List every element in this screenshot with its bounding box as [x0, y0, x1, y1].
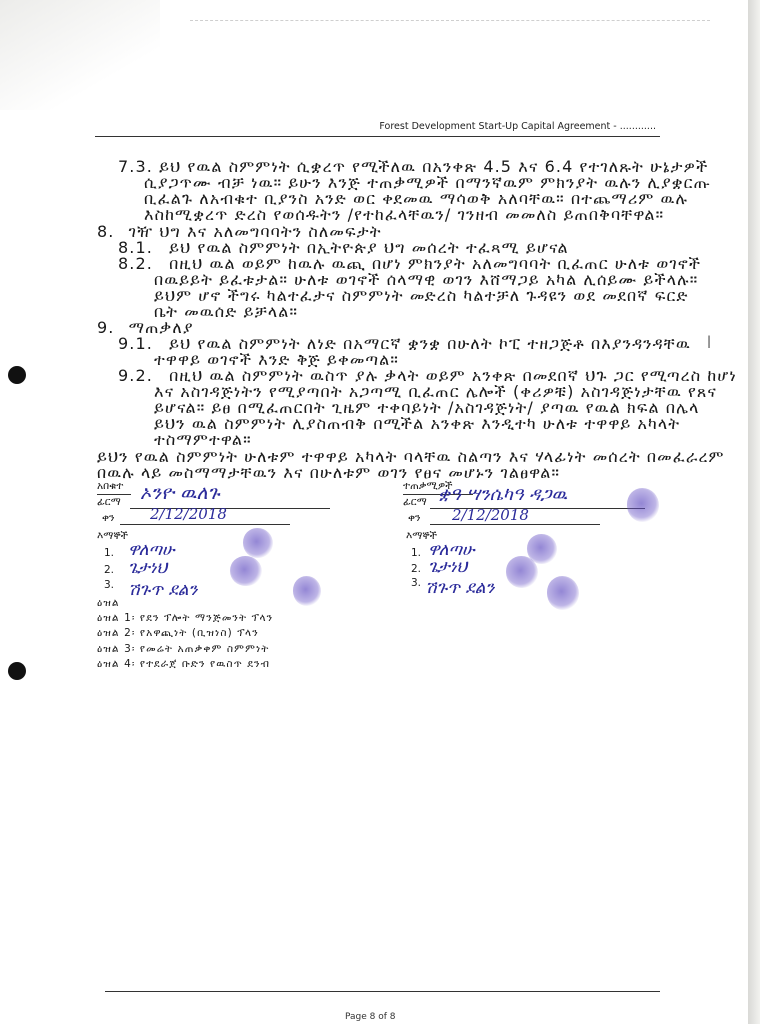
thumbprint-left-3 [293, 576, 321, 606]
left-witness-2-name: ጌታነህ [128, 558, 168, 578]
clause-text: ይህ የዉል ስምምነት በኢትዮጵያ ህግ መሰረት ተፈጻሚ ይሆናል [169, 238, 569, 257]
clause-text: ይህ የዉል ስምምነት ለነድ በአማርኛ ቋንቋ በሁለት ኮፒ ተዘጋጅቶ በእያንዳንዳቸዉ [169, 334, 691, 353]
right-witness-3-number: 3. [411, 577, 422, 589]
left-witness-3-number: 3. [104, 579, 115, 591]
clause-text: በዚህ ዉል ወይም ከዉሉ ዉጪ በሆነ ምክንያት አለመግባባት ቢፈጠር ሁለቱ ወገኖች [169, 254, 702, 273]
footer-rule [105, 991, 660, 992]
clause-8-2-line-4: ቤት መዉሰድ ይቻላል። [154, 302, 299, 321]
clause-number: 8.2. [118, 254, 153, 273]
left-witness-1-name: ዋለጣሁ [128, 540, 175, 560]
clause-9-1-line-2: ተዋዋይ ወገኖች እንድ ቅጅ ይቀመጣል። [154, 350, 399, 369]
right-signature-label: ፊርማ [403, 496, 427, 508]
left-witness-2-number: 2. [104, 564, 115, 576]
punch-hole-lower [8, 662, 26, 680]
punch-hole-upper [8, 366, 26, 384]
clause-number: 9.1. [118, 334, 153, 353]
clause-9-2-line-4: ይህን ዉል ስምምነት ሊያስጠብቅ በሚችል አንቀጽ እንዲተካ ሁለቱ ተዋዋይ አካላት [154, 414, 681, 433]
thumbprint-right-3 [506, 556, 538, 588]
left-witness-1-number: 1. [104, 547, 115, 559]
right-date-line [430, 524, 600, 525]
right-witnesses-label: እማኞች [406, 530, 438, 542]
clause-8-2-line-2: በዉይይት ይፈቱታል። ሁለቱ ወገኖች ሰላማዊ ወገን እሸማጋይ አካል ሊሰይሙ ይችላሉ። [154, 270, 699, 289]
clause-7-3-number: 7.3. [118, 157, 153, 176]
closing-line-2: በዉሉ ላይ መስማማታቸዉን እና በሁለቱም ወገን የፀና መሆኑን ገልፀዋል። [97, 463, 561, 482]
clause-9-2-line-2: እና አስገዳጅነትን የሚያጣበት አጋጣሚ ቢፈጠር ሌሎች (ቀሪዎቹ) አስገዳጅነታቸዉ የጸና [154, 382, 717, 401]
left-date: 2/12/2018 [150, 505, 227, 523]
left-signature-label: ፊርማ [97, 496, 121, 508]
scan-edge-line [190, 20, 710, 21]
header-blank: ............ [619, 121, 656, 132]
right-witness-1-name: ዋለጣሁ [428, 540, 475, 560]
thumbprint-right-1 [627, 488, 659, 522]
right-signature: ቋዓ ሣንሴካዓ ዳጋዉ [438, 484, 568, 505]
clause-number: 8.1. [118, 238, 153, 257]
left-party-label: አበቁተ [97, 480, 124, 492]
clause-text: ይህ የዉል ስምምነት ሲቋረጥ የሚችለዉ በአንቀጽ 4.5 እና 6.4 የተገለጹት ሁኔታዎች [159, 157, 709, 176]
page-number: Page 8 of 8 [345, 1012, 396, 1022]
left-signature: ኦንዮ ዉለጉ [140, 482, 220, 504]
left-witness-3-name: ሽጉጥ ደልን [128, 580, 198, 600]
section-title: ማጠቃለያ [128, 318, 194, 337]
clause-9-2-line-5: ተስማምተዋል። [154, 430, 252, 449]
closing-line-1: ይህን የዉል ስምምነት ሁለቱም ተዋዋይ አካላት ባላቸዉ ስልጣን እና ሃላፊነት መሰረት በመፈራረም [97, 447, 725, 466]
thumbprint-left-2 [230, 556, 262, 586]
left-party-underline [97, 494, 131, 495]
annex-item-2: ዕዝል 2፡ የአዋጪነት (ቢዝነስ) ፕላን [97, 627, 259, 639]
thumbprint-left-1 [243, 528, 273, 558]
clause-7-3-line-2: ሲያጋጥሙ ብቻ ነዉ። ይሁን እንጅ ተጠቃሚዎች በማንኛዉም ምክንያት ዉሉን ሊያቋርጡ [144, 173, 711, 192]
section-number: 9. [97, 318, 115, 337]
annex-item-1: ዕዝል 1፡ የደን ፕሎት ማንጅመንት ፕላን [97, 612, 274, 624]
margin-mark: | [707, 334, 712, 348]
annex-item-4: ዕዝል 4፡ የተደራጀ ቡድን የዉስጥ ደንብ [97, 658, 271, 670]
clause-7-3-line-3: ቢፈልጉ ለአብቁተ ቢያንስ አንድ ወር ቀደመዉ ማሳወቅ አለባቸዉ። በተጨማሪም ዉሉ [144, 189, 689, 208]
right-witness-2-name: ጌታነህ [428, 557, 468, 577]
header-rule [95, 136, 660, 137]
left-date-label: ቀን [102, 512, 115, 524]
left-date-line [120, 524, 290, 525]
clause-8-2-line-3: ይህም ሆኖ ችግሩ ካልተፈታና ስምምነት መድረስ ካልተቻለ ጉዳዩን ወደ መደበኛ ፍርድ [154, 286, 689, 305]
clause-7-3-line-4: እስከሚቋረጥ ድረስ የወሰዱትን /የተከፈላቸዉን/ ገንዘብ መመለስ ይጠበቅባቸዋል። [144, 205, 665, 224]
running-header [379, 121, 656, 132]
left-witnesses-label: እማኞች [97, 530, 129, 542]
thumbprint-right-4 [547, 576, 579, 610]
right-date: 2/12/2018 [452, 506, 529, 524]
clause-text: በዚህ ዉል ስምምነት ዉስጥ ያሉ ቃላት ወይም አንቀጽ በመደበኛ ህጉ ጋር የሚጣረስ ከሆነ [169, 366, 737, 385]
clause-9-2-line-3: ይሆናል። ይፀ በሚፈጠርበት ጊዜም ተቀባይነት /አስገዳጅነት/ ያጣዉ የዉል ክፍል በሌላ [154, 398, 700, 417]
header-title: Forest Development Start-Up Capital Agreement - [379, 121, 617, 132]
page-fold-shadow [0, 0, 160, 110]
right-witness-1-number: 1. [411, 547, 422, 559]
right-witness-2-number: 2. [411, 563, 422, 575]
right-party-label: ተጠቃሚዎች [403, 480, 453, 492]
right-date-label: ቀን [408, 512, 421, 524]
right-witness-3-name: ሽጉጥ ደልን [425, 578, 495, 598]
clause-number: 9.2. [118, 366, 153, 385]
section-number: 8. [97, 222, 115, 241]
annex-item-3: ዕዝል 3፡ የመሬት አጠቃቀም ስምምነት [97, 643, 270, 655]
page-edge-shadow [748, 0, 760, 1024]
section-title: ገዥ ህግ እና አለመግባባትን ስለመፍታት [128, 222, 382, 241]
annex-label: ዕዝል [97, 597, 120, 609]
